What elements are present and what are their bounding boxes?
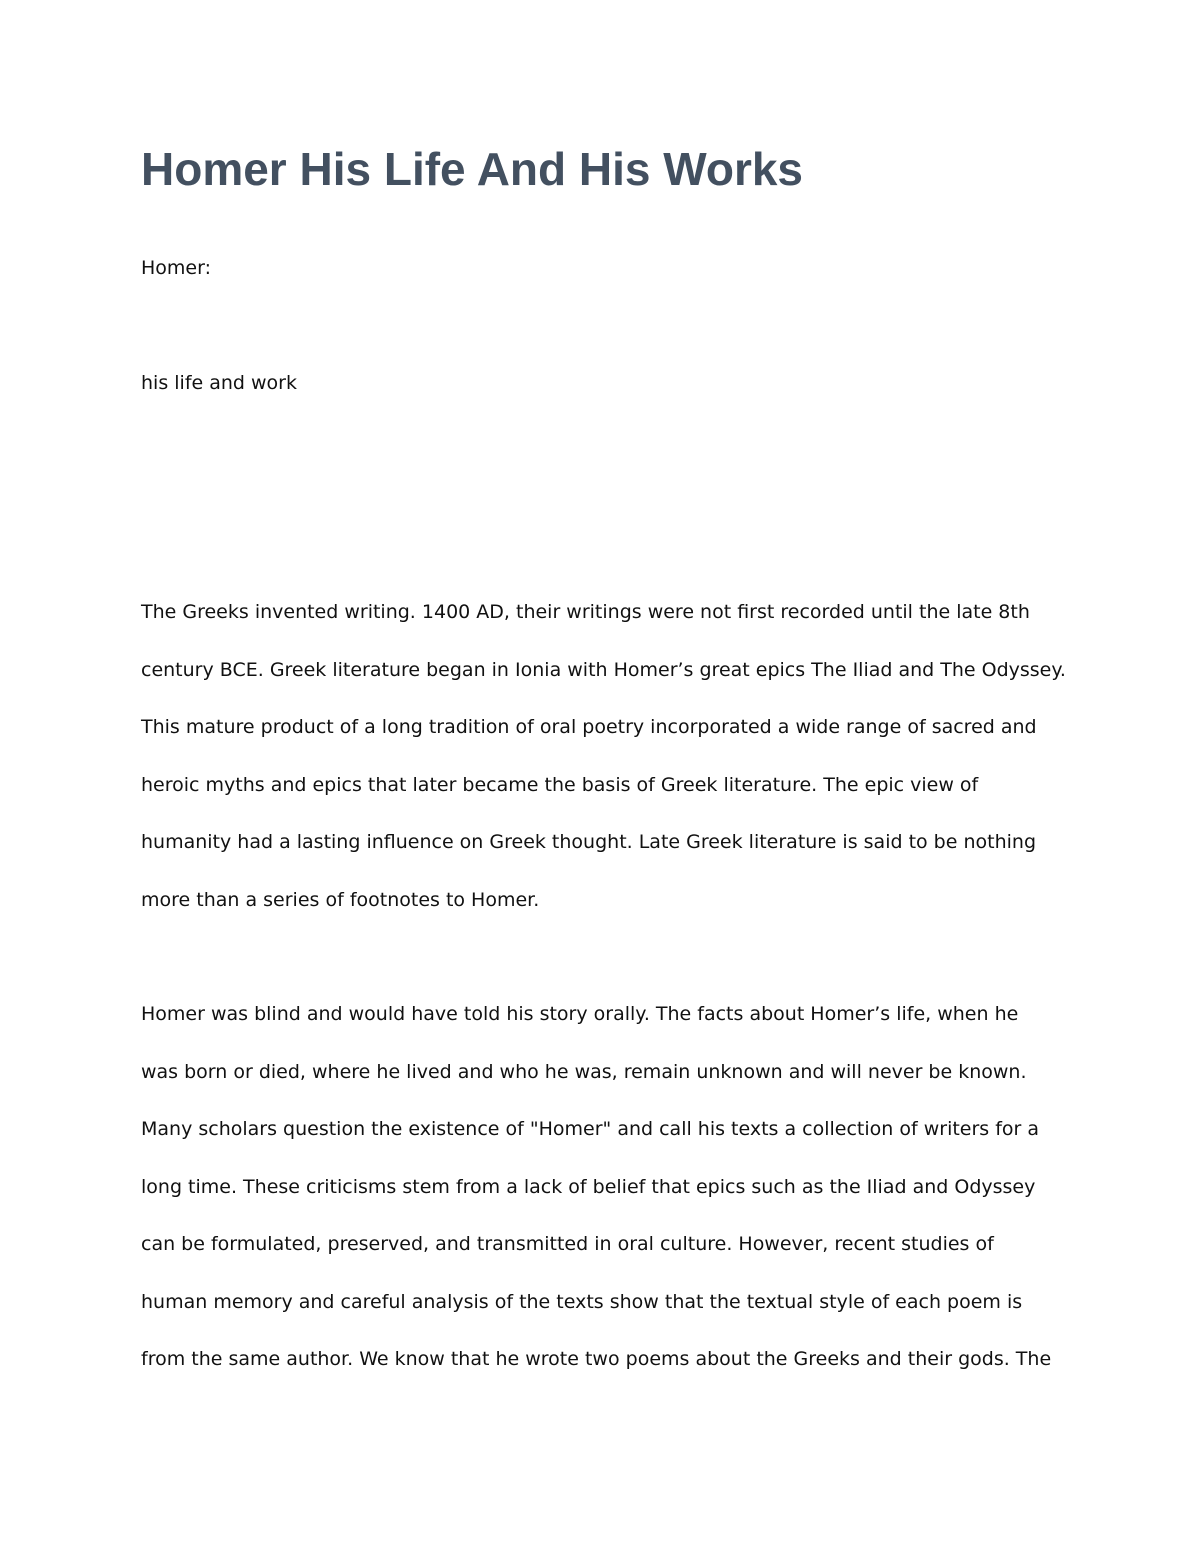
paragraph-line: heroic myths and epics that later became the basis of Greek literature. The epic view of bbox=[141, 773, 979, 796]
paragraph-line: from the same author. We know that he wrote two poems about the Greeks and their gods. The bbox=[141, 1348, 1052, 1370]
homer-label: Homer: bbox=[141, 257, 211, 279]
paragraph-line: Homer was blind and would have told his story orally. The facts about Homer’s life, when he bbox=[141, 1003, 1019, 1025]
paragraph-line: was born or died, where he lived and who he was, remain unknown and will never be known. bbox=[141, 1060, 1027, 1083]
paragraph-line: more than a series of footnotes to Homer. bbox=[141, 888, 540, 911]
life-and-work-label: his life and work bbox=[141, 372, 297, 394]
paragraph-line: Many scholars question the existence of "Homer" and call his texts a collection of writers for a bbox=[141, 1118, 1040, 1140]
paragraph-2 bbox=[141, 1000, 1051, 1403]
document-title: Homer His Life And His Works bbox=[141, 143, 804, 195]
paragraph-line: century BCE. Greek literature began in Ionia with Homer’s great epics The Iliad and The Odyssey. bbox=[141, 658, 1066, 681]
paragraph-line: can be formulated, preserved, and transmitted in oral culture. However, recent studies of bbox=[141, 1233, 994, 1255]
paragraph-line: The Greeks invented writing. 1400 AD, their writings were not first recorded until the late 8th bbox=[141, 601, 1030, 623]
paragraph-line: This mature product of a long tradition of oral poetry incorporated a wide range of sacred and bbox=[141, 716, 1037, 738]
paragraph-1 bbox=[141, 598, 1066, 943]
paragraph-line: human memory and careful analysis of the texts show that the textual style of each poem is bbox=[141, 1290, 1023, 1313]
paragraph-line: humanity had a lasting influence on Greek thought. Late Greek literature is said to be nothing bbox=[141, 831, 1037, 853]
paragraph-line: long time. These criticisms stem from a lack of belief that epics such as the Iliad and Odyssey bbox=[141, 1175, 1036, 1198]
